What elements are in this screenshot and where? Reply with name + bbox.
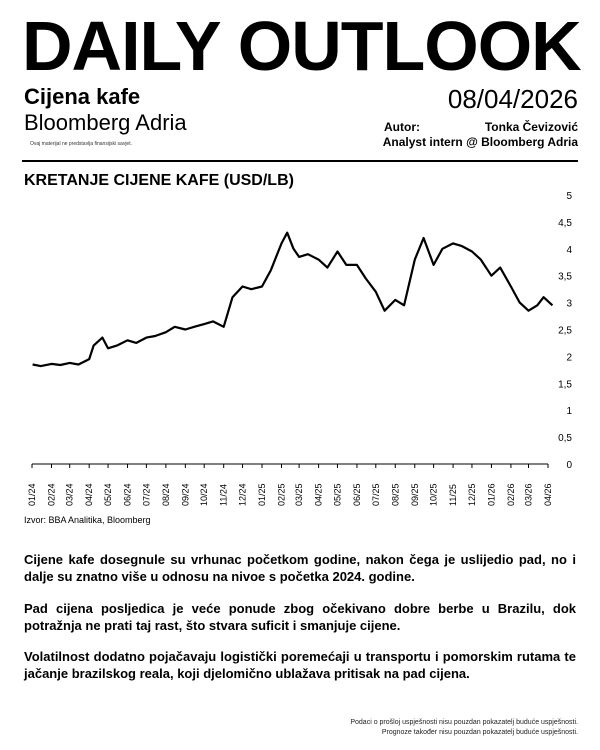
footer-line-1: Podaci o prošloj uspješnosti nisu pouzdan pokazatelj buduće uspješnosti. xyxy=(350,719,578,726)
topic-title: Cijena kafe xyxy=(24,84,141,109)
x-tick-label: 07/24 xyxy=(141,483,152,506)
x-tick-label: 04/26 xyxy=(543,483,553,506)
disclaimer: Ovaj materijal ne predstavlja finansijski savjet. xyxy=(30,141,132,147)
x-tick-label: 03/25 xyxy=(294,483,305,506)
paragraph-3: Volatilnost dodatno pojačavaju logistički poremećaji u transportu i pomorskim rutama te jačanje brazilskog reala, koji djelomično ublažava pritisak na pad cijena. xyxy=(24,649,576,681)
author-name: Tonka Čevizović xyxy=(484,120,578,134)
x-tick-label: 12/25 xyxy=(466,483,477,506)
x-tick-label: 03/24 xyxy=(64,483,75,506)
y-tick-label: 4,5 xyxy=(558,217,572,229)
y-tick-label: 4 xyxy=(566,244,572,256)
chart-source: Izvor: BBA Analitika, Bloomberg xyxy=(24,515,151,525)
x-tick-label: 03/26 xyxy=(523,483,534,506)
paragraph-2: Pad cijena posljedica je veće ponude zbog očekivano dobre berbe u Brazilu, dok potražnja ne prati taj rast, što stvara suficit i smanjuje cijene. xyxy=(24,601,576,633)
y-tick-label: 0 xyxy=(566,460,572,471)
x-tick-label: 01/25 xyxy=(257,483,268,506)
x-axis xyxy=(27,464,553,506)
y-tick-label: 3,5 xyxy=(558,271,572,283)
y-tick-label: 2,5 xyxy=(558,325,572,337)
x-tick-label: 01/24 xyxy=(27,483,37,506)
y-tick-label: 1,5 xyxy=(558,379,572,391)
paragraph-1: Cijene kafe dosegnule su vrhunac početkom godine, nakon čega je uslijedio pad, no i dalje su znatno više u odnosu na nivoe s početka 2024. godine. xyxy=(24,552,576,584)
series-line xyxy=(33,233,553,366)
x-tick-label: 10/25 xyxy=(428,483,439,506)
x-tick-label: 05/24 xyxy=(103,483,114,506)
y-tick-label: 3 xyxy=(566,298,572,310)
report-date: 08/04/2026 xyxy=(447,84,578,114)
section-divider xyxy=(22,160,578,162)
price-chart xyxy=(0,185,600,520)
x-tick-label: 08/24 xyxy=(160,483,171,506)
x-tick-label: 06/24 xyxy=(122,483,133,506)
x-tick-label: 11/24 xyxy=(218,484,229,506)
x-tick-label: 04/25 xyxy=(313,483,324,506)
chart-title: KRETANJE CIJENE KAFE (USD/LB) xyxy=(24,172,294,189)
author-role: Analyst intern @ Bloomberg Adria xyxy=(382,135,578,149)
x-tick-label: 09/25 xyxy=(409,483,420,506)
masthead-title: DAILY OUTLOOK xyxy=(22,7,581,85)
footer-line-2: Prognoze također nisu pouzdan pokazatelj buduće uspješnosti. xyxy=(381,729,578,736)
x-tick-label: 12/24 xyxy=(237,483,248,506)
y-tick-label: 5 xyxy=(566,191,572,202)
x-tick-label: 01/26 xyxy=(486,483,497,506)
x-tick-label: 09/24 xyxy=(180,483,191,506)
x-tick-label: 02/26 xyxy=(505,483,516,506)
y-axis xyxy=(558,191,572,471)
author-label: Autor: xyxy=(384,120,420,134)
x-tick-label: 10/24 xyxy=(199,483,210,506)
y-tick-label: 0,5 xyxy=(558,433,572,445)
x-tick-label: 06/25 xyxy=(351,483,362,506)
x-tick-label: 07/25 xyxy=(370,483,381,506)
x-tick-label: 04/24 xyxy=(84,483,95,506)
series-group xyxy=(33,233,553,366)
x-tick-label: 11/25 xyxy=(448,484,459,506)
x-tick-label: 05/25 xyxy=(332,483,343,506)
chart-svg xyxy=(0,185,600,520)
x-tick-label: 02/24 xyxy=(46,483,57,506)
y-tick-label: 2 xyxy=(566,352,572,364)
brand-name: Bloomberg Adria xyxy=(24,110,187,135)
x-tick-label: 02/25 xyxy=(276,483,287,506)
x-tick-label: 08/25 xyxy=(390,483,401,506)
y-tick-label: 1 xyxy=(566,406,572,418)
footer-disclaimer xyxy=(350,718,578,738)
